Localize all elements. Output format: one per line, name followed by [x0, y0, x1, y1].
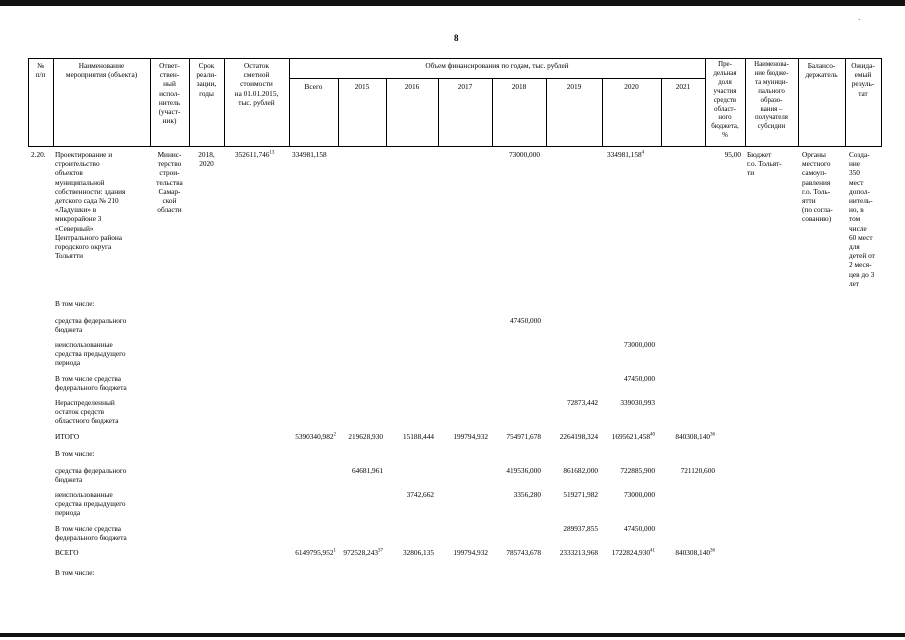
line-value-y2020: 339030,993: [620, 398, 655, 407]
line-value-y2019: 289937,855: [563, 524, 598, 533]
line-label: В том числе средства федерального бюджета: [55, 374, 127, 393]
line-value-y2017: 199794,932: [453, 432, 488, 441]
line-value-total: 5390340,982$^2$: [295, 432, 336, 441]
header-year: 2016: [404, 82, 420, 91]
row-result: Созда- ние 350 мест допол- нитель- но, в том числе 60 мест для детей от 2 меся- цев до 3 лет: [849, 150, 875, 288]
header-balance: Остаток сметной стоимости на 01.01.2015, тыс. рублей: [234, 61, 279, 107]
line-label: средства федерального бюджета: [55, 466, 127, 485]
header-bottom-line: [28, 146, 881, 147]
line-value-y2018: 785743,678: [506, 548, 541, 557]
line-value-y2020: 1722824,930$^{41}$: [611, 548, 655, 557]
line-label: В том числе средства федерального бюджета: [55, 524, 127, 543]
header-year: 2018: [511, 82, 527, 91]
line-value-y2015: 972528,243$^{37}$: [343, 548, 383, 557]
line-value-y2019: 519271,982: [563, 490, 598, 499]
row-balance: 352611,746$^{13}$: [235, 150, 275, 159]
line-label: В том числе:: [55, 568, 95, 577]
line-value-y2021: 840308,140$^{36}$: [675, 548, 715, 557]
line-value-y2020: 722885,900: [620, 466, 655, 475]
row-total: 334981,158: [292, 150, 327, 159]
line-value-y2020: 1695621,458$^{40}$: [611, 432, 655, 441]
line-value-y2020: 47450,000: [623, 524, 655, 533]
header-year: 2019: [566, 82, 582, 91]
header-year: 2015: [354, 82, 370, 91]
line-label: ИТОГО: [55, 432, 80, 441]
line-label: В том числе:: [55, 299, 95, 308]
col-line: [289, 58, 290, 147]
line-value-y2019: 2264198,324: [559, 432, 598, 441]
line-value-y2017: 199794,932: [453, 548, 488, 557]
line-value-y2015: 219628,930: [348, 432, 383, 441]
header-budget: Наименова- ние бюдже- та муници- пального образо- вания – получателя субсидии: [754, 61, 789, 131]
line-value-y2016: 32806,135: [402, 548, 434, 557]
row-number: 2.20.: [31, 150, 46, 159]
line-value-y2018: 754971,678: [506, 432, 541, 441]
header-year: 2021: [675, 82, 691, 91]
corner-mark: ·: [858, 16, 861, 24]
header-year: Всего: [304, 82, 323, 91]
header-holder: Балансо- держатель: [805, 61, 838, 80]
years-header-line: [289, 78, 705, 79]
row-share: 95,00: [724, 150, 741, 159]
line-value-y2020: 73000,000: [623, 490, 655, 499]
line-label: В том числе:: [55, 449, 95, 458]
row-executor: Минис- терство строи- тельства Самар- ской области: [156, 150, 183, 215]
line-value-y2019: 861682,000: [563, 466, 598, 475]
header-share: Пре- дельная доля участия средств област- ного бюджета, %: [711, 61, 739, 140]
header-funding: Объем финансирования по годам, тыс. рублей: [425, 61, 569, 70]
line-value-y2016: 3742,662: [406, 490, 434, 499]
line-label: Нераспределенный остаток средств областного бюджета: [55, 398, 119, 426]
line-value-y2018: 3356,280: [513, 490, 541, 499]
line-label: ВСЕГО: [55, 548, 79, 557]
line-value-y2016: 15188,444: [402, 432, 434, 441]
page-number: 8: [454, 33, 459, 43]
row-name: Проектирование и строительство объектов муниципальной собственности: здания детского сада № 210 «Ладушки» в микрорайоне 3 «Северный» Центрального района городского округа Тольятти: [55, 150, 126, 261]
line-label: неиспользованные средства предыдущего периода: [55, 490, 126, 518]
header-year: 2017: [457, 82, 473, 91]
line-value-y2018: 419536,000: [506, 466, 541, 475]
line-label: средства федерального бюджета: [55, 316, 127, 335]
col-line: [881, 58, 882, 147]
line-value-y2020: 47450,000: [623, 374, 655, 383]
row-period: 2018, 2020: [198, 150, 215, 169]
line-value-y2019: 2333213,968: [559, 548, 598, 557]
row-budget: Бюджет г.о. Тольят- ти: [747, 150, 782, 178]
row-holder: Органы местного самоуп- равления г.о. Толь- ятти (по согла- сованию): [802, 150, 833, 224]
line-value-y2015: 64681,961: [351, 466, 383, 475]
line-value-y2020: 73000,000: [623, 340, 655, 349]
bottom-border: [0, 633, 905, 637]
line-value-y2021: 721120,600: [680, 466, 715, 475]
line-label: неиспользованные средства предыдущего периода: [55, 340, 126, 368]
header-period: Срок реали- зации, годы: [196, 61, 217, 98]
header-num: № п/п: [35, 61, 46, 80]
line-value-y2021: 840308,140$^{36}$: [675, 432, 715, 441]
header-executor: Ответ- ствен- ный испол- нитель (участ- ник): [158, 61, 181, 126]
header-name: Наименование мероприятия (объекта): [65, 61, 138, 80]
line-value-total: 6149795,952$^1$: [295, 548, 336, 557]
row-2020: 334981,158$^4$: [607, 150, 645, 159]
line-value-y2018: 47450,000: [509, 316, 541, 325]
header-year: 2020: [624, 82, 639, 91]
line-value-y2019: 72873,442: [566, 398, 598, 407]
table-top-line: [28, 58, 881, 59]
top-border: [0, 0, 905, 6]
row-2018: 73000,000: [508, 150, 540, 159]
header-result: Ожида- емый резуль- тат: [851, 61, 875, 98]
